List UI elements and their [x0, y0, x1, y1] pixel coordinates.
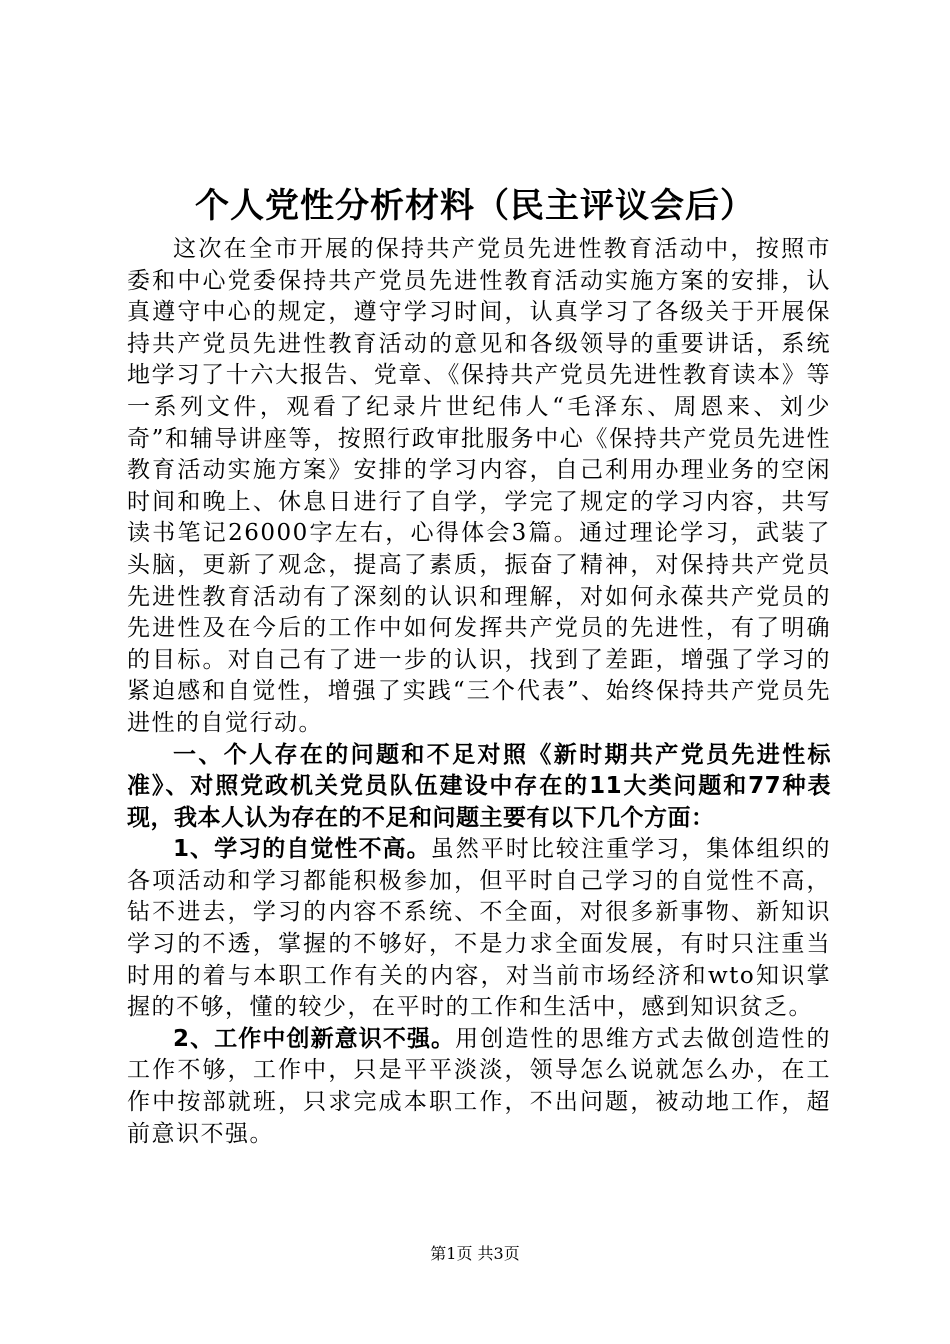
section-heading-problems: 一、个人存在的问题和不足对照《新时期共产党员先进性标准》、对照党政机关党员队伍建设中存在的11大类问题和77种表现，我本人认为存在的不足和问题主要有以下几个方面： — [127, 741, 831, 831]
paragraph-problem-1 — [127, 834, 831, 1024]
page-footer: 第1页 共3页 — [430, 1244, 520, 1263]
paragraph-intro: 这次在全市开展的保持共产党员先进性教育活动中，按照市委和中心党委保持共产党员先进性教育活动实施方案的安排，认真遵守中心的规定，遵守学习时间，认真学习了各级关于开展保持共产党员先进性教育活动的意见和各级领导的重要讲话，系统地学习了十六大报告、党章、《保持共产党员先进性教育读本》等一系列文件，观看了纪录片世纪伟人“毛泽东、周恩来、刘少奇”和辅导讲座等，按照行政审批服务中心《保持共产党员先进性教育活动实施方案》安排的学习内容，自己利用办理业务的空闲时间和晚上、休息日进行了自学，学完了规定的学习内容，共写读书笔记26000字左右，心得体会3篇。通过理论学习，武装了头脑，更新了观念，提高了素质，振奋了精神，对保持共产党员先进性教育活动有了深刻的认识和理解，对如何永葆共产党员的先进性及在今后的工作中如何发挥共产党员的先进性，有了明确的目标。对自己有了进一步的认识，找到了差距，增强了学习的紧迫感和自觉性，增强了实践“三个代表”、始终保持共产党员先进性的自觉行动。 — [127, 236, 831, 736]
document-body — [127, 234, 831, 1150]
paragraph-problem-2 — [127, 1024, 831, 1150]
problem-1-text: 虽然平时比较注重学习，集体组织的各项活动和学习都能积极参加，但平时自己学习的自觉性不高，钻不进去，学习的内容不系统、不全面，对很多新事物、新知识学习的不透，掌握的不够好，不是力求全面发展，有时只注重当时用的着与本职工作有关的内容，对当前市场经济和wto知识掌握的不够，懂的较少，在平时的工作和生活中，感到知识贫乏。 — [127, 836, 831, 1021]
problem-1-lead: 1、学习的自觉性不高。 — [173, 836, 431, 863]
problem-2-lead: 2、工作中创新意识不强。 — [173, 1025, 456, 1052]
document-title: 个人党性分析材料（民主评议会后） — [195, 186, 755, 226]
problem-2-text: 用创造性的思维方式去做创造性的工作不够，工作中，只是平平淡淡，领导怎么说就怎么办，在工作中按部就班，只求完成本职工作，不出问题，被动地工作，超前意识不强。 — [127, 1025, 831, 1147]
